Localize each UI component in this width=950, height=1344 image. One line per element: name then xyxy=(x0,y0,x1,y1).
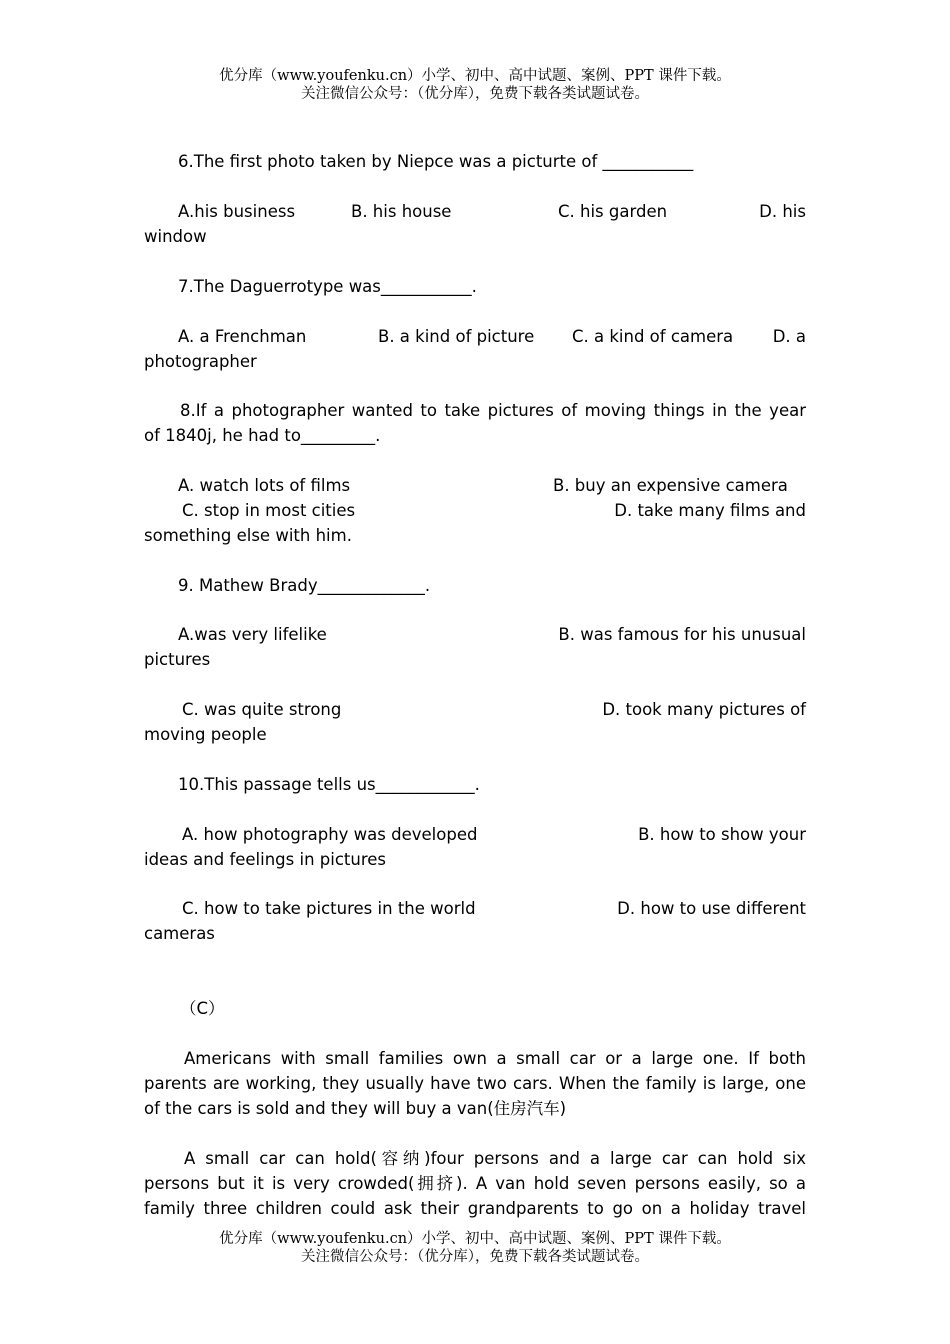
option-d: D. a xyxy=(772,327,806,346)
question-9-options-ab xyxy=(144,622,806,647)
option-b: B. a kind of picture xyxy=(378,327,535,346)
option-c: C. was quite strong xyxy=(182,700,342,719)
question-10 xyxy=(144,772,806,797)
section-c-p1-line-3: of the cars is sold and they will buy a van(住房汽车) xyxy=(144,1099,567,1118)
section-c-p1-line-1: Americans with small families own a small car or a large one. If both xyxy=(184,1049,806,1068)
option-d: D. how to use different xyxy=(617,899,806,918)
question-10-options-cd xyxy=(144,896,806,921)
option-d-continued: something else with him. xyxy=(144,526,352,545)
question-8-options-cd xyxy=(144,498,806,523)
option-a: A.was very lifelike xyxy=(178,625,327,644)
header-line-1: 优分库（www.youfenku.cn）小学、初中、高中试题、案例、PPT 课件下载。 xyxy=(219,68,731,84)
section-c-p2-line-3: family three children could ask their grandparents to go on a holiday travel xyxy=(144,1199,806,1218)
option-b: B. was famous for his unusual xyxy=(558,625,806,644)
option-a: A. how photography was developed xyxy=(182,825,478,844)
question-8-stem-line-1: 8.If a photographer wanted to take pictures of moving things in the year xyxy=(180,401,806,420)
question-10-stem: 10.This passage tells us____________. xyxy=(178,775,480,794)
option-c: C. his garden xyxy=(558,202,668,221)
question-9-stem: 9. Mathew Brady_____________. xyxy=(178,576,431,595)
question-6 xyxy=(144,149,806,174)
section-c-label: （C） xyxy=(180,999,225,1018)
option-c: C. a kind of camera xyxy=(572,327,734,346)
section-c-heading xyxy=(144,996,806,1021)
question-7-options xyxy=(144,324,806,349)
footer-line-1: 优分库（www.youfenku.cn）小学、初中、高中试题、案例、PPT 课件下载。 xyxy=(219,1231,731,1247)
option-d-continued: photographer xyxy=(144,352,257,371)
page-header xyxy=(0,67,950,103)
footer-line-2: 关注微信公众号：（优分库），免费下载各类试题试卷。 xyxy=(301,1249,649,1265)
question-6-stem: 6.The first photo taken by Niepce was a picturte of ___________ xyxy=(178,152,694,171)
page-footer xyxy=(0,1230,950,1266)
option-c: C. how to take pictures in the world xyxy=(182,899,476,918)
question-7 xyxy=(144,274,806,299)
section-c-p1-line-2: parents are working, they usually have two cars. When the family is large, one xyxy=(144,1074,806,1093)
option-d: D. took many pictures of xyxy=(602,700,806,719)
option-d-continued: window xyxy=(144,227,207,246)
option-a: A. watch lots of films xyxy=(178,476,351,495)
question-10-options-ab xyxy=(144,822,806,847)
section-c-p2-line-2: persons but it is very crowded(拥挤). A van hold seven persons easily, so a xyxy=(144,1174,806,1193)
option-a: A.his business xyxy=(178,202,296,221)
header-line-2: 关注微信公众号：（优分库），免费下载各类试题试卷。 xyxy=(301,86,649,102)
option-d-continued: cameras xyxy=(144,924,215,943)
option-b: B. buy an expensive camera xyxy=(553,476,788,495)
option-d-continued: moving people xyxy=(144,725,267,744)
question-7-stem: 7.The Daguerrotype was___________. xyxy=(178,277,477,296)
section-c-p2-line-1: A small car can hold(容纳)four persons and a large car can hold six xyxy=(184,1149,806,1168)
option-b-continued: pictures xyxy=(144,650,211,669)
question-6-options xyxy=(144,199,806,224)
option-d: D. take many films and xyxy=(614,501,806,520)
question-9 xyxy=(144,573,806,598)
question-8-stem-line-2: of 1840j, he had to_________. xyxy=(144,426,381,445)
option-a: A. a Frenchman xyxy=(178,327,307,346)
option-b-continued: ideas and feelings in pictures xyxy=(144,850,387,869)
question-9-options-cd xyxy=(144,697,806,722)
option-c: C. stop in most cities xyxy=(182,501,356,520)
question-8-options-ab xyxy=(144,473,806,498)
option-d: D. his xyxy=(759,202,806,221)
option-b: B. how to show your xyxy=(638,825,806,844)
option-b: B. his house xyxy=(351,202,452,221)
